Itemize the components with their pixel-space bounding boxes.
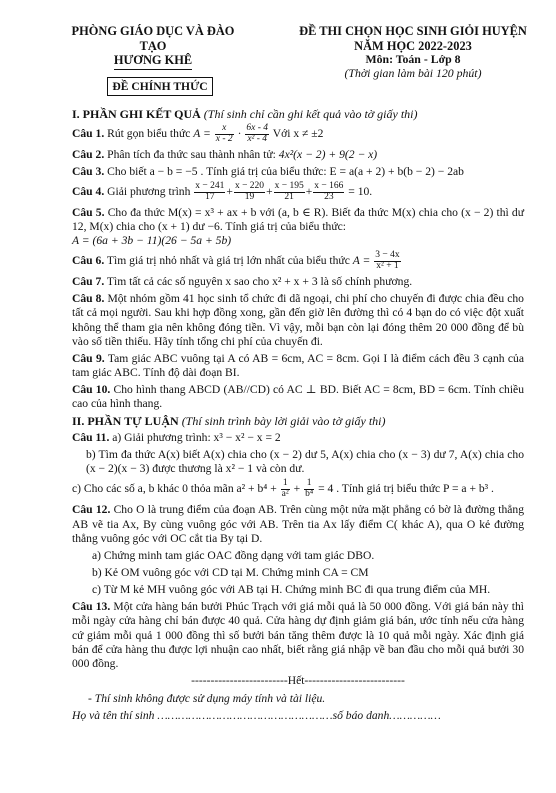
question-12: Câu 12. Cho O là trung điểm của đoạn AB. Trên cùng một nửa mặt phẳng có bờ là đường thẳng AB vẽ tia Ax, By cùng vuông góc với AB. Trên tia Ax lấy điểm C( khác A), qua O kẻ đường thẳng vuông góc với OC cắt tia By tại D. (72, 503, 524, 545)
question-13: Câu 13. Một cửa hàng bán bưởi Phúc Trạch với giá mỗi quả là 50 000 đồng. Với giá bán này thì mỗi ngày cửa hàng chỉ bán được 40 quả. Cửa hàng dự định giảm giá bán, ước tính nếu cửa hàng cứ giảm mỗi quả 1 000 đồng thì số bưởi bán tăng thêm được là 10 quả mỗi ngày. Xác định giá bán để cửa hàng thu được lợi nhuận cao nhất, biết rằng giá nhập về ban đầu cho mỗi quả bưởi 30 000 đồng. (72, 600, 524, 670)
fraction: $\frac{3 - 4x}{\text{x² + 1}}$ (375, 250, 400, 272)
question-8: Câu 8. Một nhóm gồm 41 học sinh tổ chức đi dã ngoại, chi phí cho chuyến đi được chia đều cho tất cả mọi người. Sau khi hợp đồng xong, gần đến giờ lên đường thì có 4 bạn do có việc đột xuất không thể tham gia nên không đóng tiền. Vì vậy, mỗi bạn còn lại đóng thêm 20 000 đồng để bù vào số tiền thiếu. Hãy tính tổng chi phí của chuyến đi. (72, 292, 524, 348)
exam-header (288, 24, 538, 81)
question-12-b: b) Kẻ OM vuông góc với CD tại M. Chứng minh CA = CM (92, 565, 369, 579)
question-12-c: c) Từ M kẻ MH vuông góc với AB tại H. Chứng minh BC đi qua trung điểm của MH. (92, 583, 491, 597)
fraction: $\frac{x - 241}{17}$ (195, 180, 225, 202)
question-11: Câu 11. a) Giải phương trình: x³ − x² − x = 2 (72, 431, 281, 445)
question-10: Câu 10. Cho hình thang ABCD (AB//CD) có AC ⊥ BD. Biết AC = 8cm, BD = 6cm. Tính chiều cao của hình thang. (72, 383, 524, 411)
fraction: $\frac{x}{x - 2}$ (215, 122, 233, 144)
end-mark: -------------------------Hết-------------------------- (191, 673, 405, 687)
question-6: Câu 6. Tìm giá trị nhỏ nhất và giá trị lớn nhất của biểu thức A = $\frac{3 - 4x}{\text{x² + 1}}$ (72, 250, 400, 272)
question-9: Câu 9. Tam giác ABC vuông tại A có AB = 6cm, AC = 8cm. Gọi I là điểm cách đều 3 cạnh của tam giác ABC. Tính độ dài đoạn BI. (72, 351, 524, 379)
exam-subject: Môn: Toán - Lớp 8 (365, 52, 461, 67)
question-5: Câu 5. Cho đa thức M(x) = x³ + ax + b với (a, b ∈ R). Biết đa thức M(x) chia cho (x − 2) thì dư 12, M(x) chia cho (x + 1) dư −6. Tính giá trị của biểu thức: A = (6a + 3b − 11)(26 − 5a + 5b) (72, 205, 524, 248)
section-2-heading: II. PHẦN TỰ LUẬN (Thí sinh trình bày lời giải vào tờ giấy thi) (72, 414, 386, 429)
question-2: Câu 2. Phân tích đa thức sau thành nhân tử: 4x²(x − 2) + 9(2 − x) (72, 147, 378, 161)
fraction: $\frac{1}{\text{a²}}$ (281, 478, 289, 500)
fraction: $\frac{6x - 4}{\text{x² - 4}}$ (246, 122, 269, 144)
official-exam-label: ĐỀ CHÍNH THỨC (107, 77, 213, 96)
fraction: $\frac{x - 195}{21}$ (274, 180, 304, 202)
question-11-b: b) Tìm đa thức A(x) biết A(x) chia cho (x − 2) dư 5, A(x) chia cho (x − 3) dư 7, A(x) chia cho (x − 2)(x − 3) được thương là x² − 1 và còn dư. (86, 448, 524, 476)
question-7: Câu 7. Tìm tất cả các số nguyên x sao cho x² + x + 3 là số chính phương. (72, 275, 413, 289)
exam-body (72, 105, 524, 723)
question-1: Câu 1. Rút gọn biểu thức A = $\frac{x}{x - 2}$ · $\frac{6x - 4}{\text{x² - 4}}$ Với x ≠ ±2 (72, 122, 324, 144)
question-3: Câu 3. Cho biết a − b = −5 . Tính giá trị của biểu thức: E = a(a + 2) + b(b − 2) − 2ab (72, 164, 464, 178)
fraction: $\frac{1}{\text{b⁴}}$ (305, 478, 314, 500)
fraction: $\frac{x - 220}{19}$ (234, 180, 265, 202)
fraction: $\frac{x - 166}{23}$ (314, 180, 344, 202)
exam-duration: (Thời gian làm bài 120 phút) (344, 66, 482, 81)
district-name: HƯƠNG KHÊ (114, 53, 192, 70)
question-11-c: c) Cho các số a, b khác 0 thỏa mãn a² + b⁴ + $\frac{1}{\text{a²}}$ + $\frac{1}{\text{b⁴}}$ = 4 . Tính giá trị biểu thức P = a + b³ . (72, 478, 494, 500)
section-1-heading: I. PHẦN GHI KẾT QUẢ (Thí sinh chỉ cần ghi kết quả vào tờ giấy thi) (72, 107, 418, 121)
department-name: PHÒNG GIÁO DỤC VÀ ĐÀO TẠO (71, 24, 235, 53)
exam-title: ĐỀ THI CHỌN HỌC SINH GIỎI HUYỆN (299, 24, 527, 38)
footer-note: - Thí sinh không được sử dụng máy tính và tài liệu. (88, 692, 326, 706)
candidate-info-line: Họ và tên thí sinh ……………………………………………số báo danh…………… (72, 709, 441, 723)
school-year: NĂM HỌC 2022-2023 (354, 38, 472, 53)
department-header (68, 24, 238, 70)
question-12-a: a) Chứng minh tam giác OAC đồng dạng với tam giác DBO. (92, 548, 375, 562)
question-4: Câu 4. Giải phương trình $\frac{x - 241}{17}$ + $\frac{x - 220}{19}$ + $\frac{x - 195}{21}$ + $\frac{x - 166}{23}$ = 10. (72, 180, 373, 202)
